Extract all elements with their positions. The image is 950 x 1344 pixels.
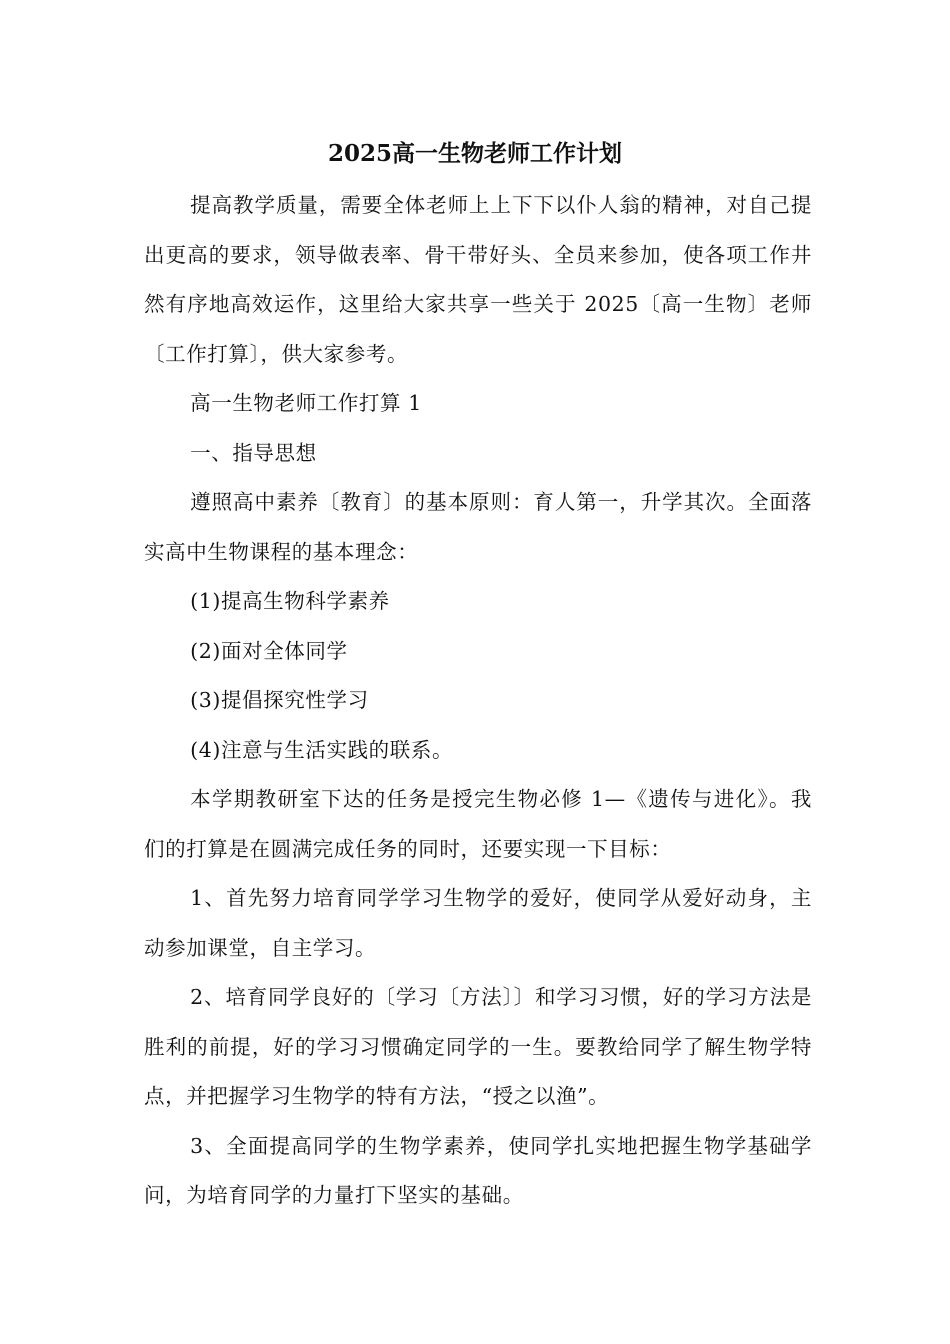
body-paragraph: 本学期教研室下达的任务是授完生物必修 1—《遗传与进化》。我们的打算是在圆满完成任务的同时，还要实现一下目标： (144, 787, 812, 861)
goal-item: 3、全面提高同学的生物学素养，使同学扎实地把握生物学基础学问，为培育同学的力量打下坚实的基础。 (144, 1133, 812, 1207)
list-item: (1)提高生物科学素养 (190, 589, 390, 613)
document-body (144, 181, 812, 1221)
list-item: (2)面对全体同学 (190, 638, 348, 663)
document-title: 2025高一生物老师工作计划 (327, 140, 622, 167)
goal-item: 1、首先努力培育同学学习生物学的爱好，使同学从爱好动身，主动参加课堂，自主学习。 (144, 886, 812, 960)
goal-item: 2、培育同学良好的〔学习〔方法〕〕和学习习惯，好的学习方法是胜利的前提，好的学习习惯确定同学的一生。要教给同学了解生物学特点，并把握学习生物学的特有方法，“授之以渔”。 (144, 985, 812, 1108)
subsection-heading: 一、指导思想 (190, 440, 317, 465)
intro-paragraph: 提高教学质量，需要全体老师上上下下以仆人翁的精神，对自己提出更高的要求，领导做表率、骨干带好头、全员来参加，使各项工作井然有序地高效运作，这里给大家共享一些关于 2025〔高一生物〕老师〔工作打算〕，供大家参考。 (144, 193, 812, 366)
section-heading: 高一生物老师工作打算 1 (190, 391, 422, 415)
list-item: (4)注意与生活实践的联系。 (190, 737, 454, 762)
list-item: (3)提倡探究性学习 (190, 688, 369, 712)
body-paragraph: 遵照高中素养〔教育〕的基本原则：育人第一，升学其次。全面落实高中生物课程的基本理念： (144, 490, 812, 564)
